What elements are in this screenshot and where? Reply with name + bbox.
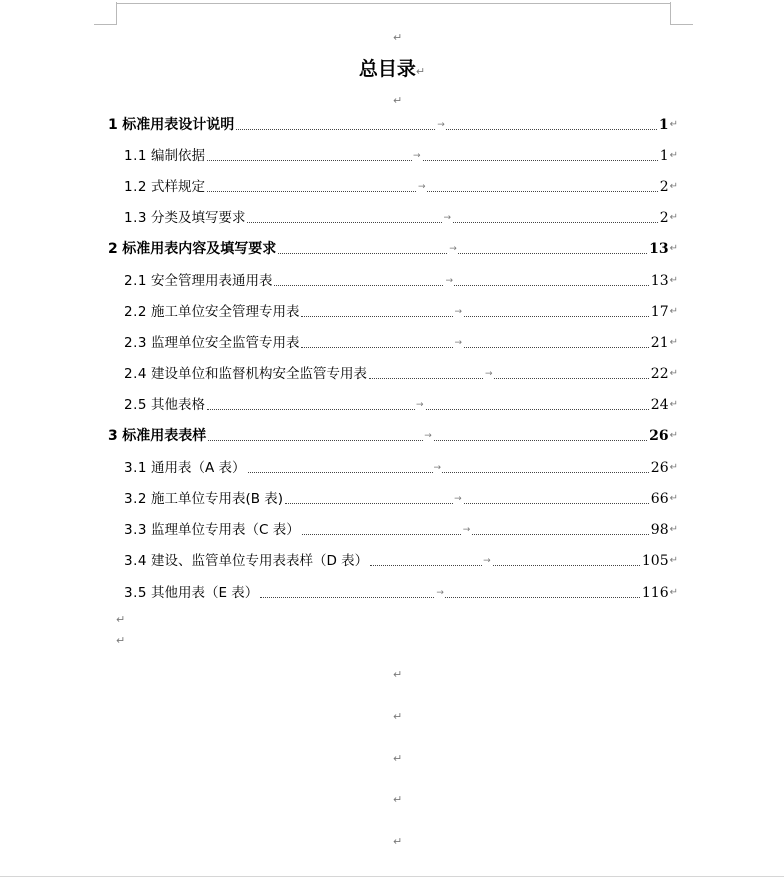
toc-number: 1.3 xyxy=(124,210,147,226)
paragraph-mark-icon: ↵ xyxy=(393,94,403,107)
page-bottom-edge xyxy=(0,876,784,877)
tab-mark-icon: → xyxy=(453,334,463,352)
tab-mark-icon: → xyxy=(482,552,492,570)
toc-entry[interactable] xyxy=(124,270,678,290)
paragraph-mark-icon: ↵ xyxy=(669,181,678,192)
toc-page-number: 21 xyxy=(650,335,669,351)
tab-mark-icon: → xyxy=(433,459,443,477)
toc-page-number: 24 xyxy=(650,397,669,413)
toc-entry[interactable] xyxy=(124,301,678,321)
paragraph-mark-icon: ↵ xyxy=(415,65,426,78)
paragraph-mark-icon: ↵ xyxy=(669,212,678,223)
toc-page-number: 22 xyxy=(650,366,669,382)
toc-entry[interactable] xyxy=(108,238,678,258)
tab-mark-icon: → xyxy=(453,303,463,321)
toc-title: 分类及填写要求 xyxy=(150,210,246,226)
toc-number: 3.5 xyxy=(124,585,147,601)
toc-title: 标准用表内容及填写要求 xyxy=(122,241,277,257)
paragraph-mark-icon: ↵ xyxy=(669,119,678,130)
toc-title: 施工单位专用表(B 表) xyxy=(150,491,284,507)
paragraph-mark-icon: ↵ xyxy=(669,337,678,348)
paragraph-mark-icon: ↵ xyxy=(669,462,678,473)
paragraph-mark-icon: ↵ xyxy=(669,524,678,535)
tab-mark-icon: → xyxy=(444,272,454,290)
toc-entry[interactable] xyxy=(124,519,678,539)
toc-page-number: 66 xyxy=(650,491,669,507)
page-corner-mark-right xyxy=(670,2,693,25)
toc-title: 监理单位专用表（C 表） xyxy=(150,522,300,538)
toc-leader-dots xyxy=(301,298,648,317)
toc-leader-dots xyxy=(274,267,648,286)
paragraph-mark-icon: ↵ xyxy=(669,587,678,598)
tab-mark-icon: → xyxy=(462,521,472,539)
toc-entry[interactable] xyxy=(124,550,678,570)
toc-page-number: 98 xyxy=(650,522,669,538)
paragraph-mark-icon: ↵ xyxy=(669,430,678,441)
toc-number: 3 xyxy=(108,428,119,444)
toc-title: 建设单位和监督机构安全监管专用表 xyxy=(150,366,367,382)
toc-title: 式样规定 xyxy=(150,179,205,195)
toc-title: 编制依据 xyxy=(150,148,205,164)
paragraph-mark-icon: ↵ xyxy=(669,493,678,504)
toc-number: 3.2 xyxy=(124,491,147,507)
toc-number: 3.3 xyxy=(124,522,147,538)
toc-leader-dots xyxy=(301,329,648,348)
toc-number: 2.5 xyxy=(124,397,147,413)
toc-number: 2.3 xyxy=(124,335,147,351)
toc-number: 1.2 xyxy=(124,179,147,195)
toc-leader-dots xyxy=(236,111,657,130)
toc-page-number: 26 xyxy=(650,460,669,476)
tab-mark-icon: → xyxy=(423,427,433,445)
toc-entry[interactable] xyxy=(124,332,678,352)
toc-page-number: 2 xyxy=(659,210,669,226)
toc-title: 标准用表表样 xyxy=(122,428,207,444)
tab-mark-icon: → xyxy=(453,490,463,508)
page-title xyxy=(0,54,784,81)
toc-title: 安全管理用表通用表 xyxy=(150,273,273,289)
toc-entry[interactable] xyxy=(124,582,678,602)
tab-mark-icon: → xyxy=(436,116,446,134)
tab-mark-icon: → xyxy=(417,178,427,196)
toc-leader-dots xyxy=(260,579,640,598)
paragraph-mark-icon: ↵ xyxy=(116,613,126,626)
toc-leader-dots xyxy=(302,516,649,535)
paragraph-mark-icon: ↵ xyxy=(669,150,678,161)
toc-page-number: 105 xyxy=(641,553,669,569)
toc-page-number: 1 xyxy=(658,117,669,133)
paragraph-mark-icon: ↵ xyxy=(669,555,678,566)
toc-entry[interactable] xyxy=(124,457,678,477)
paragraph-mark-icon: ↵ xyxy=(393,835,403,848)
toc-leader-dots xyxy=(278,235,647,254)
toc-leader-dots xyxy=(207,142,658,161)
toc-entry[interactable] xyxy=(108,114,678,134)
toc-number: 3.4 xyxy=(124,553,147,569)
toc-entry[interactable] xyxy=(124,488,678,508)
toc-entry[interactable] xyxy=(124,176,678,196)
toc-number: 1.1 xyxy=(124,148,147,164)
toc-leader-dots xyxy=(207,391,649,410)
paragraph-mark-icon: ↵ xyxy=(669,243,678,254)
toc-number: 3.1 xyxy=(124,460,147,476)
paragraph-mark-icon: ↵ xyxy=(669,399,678,410)
toc-title: 其他用表（E 表） xyxy=(150,585,259,601)
toc-title: 其他表格 xyxy=(150,397,205,413)
toc-leader-dots xyxy=(285,485,649,504)
page-top-edge xyxy=(116,3,670,4)
toc-entry[interactable] xyxy=(124,363,678,383)
paragraph-mark-icon: ↵ xyxy=(393,793,403,806)
paragraph-mark-icon: ↵ xyxy=(393,752,403,765)
toc-page-number: 17 xyxy=(650,304,669,320)
toc-page-number: 26 xyxy=(649,428,669,444)
toc-title: 监理单位安全监管专用表 xyxy=(150,335,300,351)
toc-entry[interactable] xyxy=(108,425,678,445)
toc-leader-dots xyxy=(247,204,657,223)
toc-title: 标准用表设计说明 xyxy=(122,117,235,133)
toc-leader-dots xyxy=(248,454,649,473)
toc-number: 2.2 xyxy=(124,304,147,320)
page-corner-mark-left xyxy=(94,2,117,25)
toc-entry[interactable] xyxy=(124,394,678,414)
tab-mark-icon: → xyxy=(484,365,494,383)
tab-mark-icon: → xyxy=(412,147,422,165)
toc-leader-dots xyxy=(369,360,649,379)
tab-mark-icon: → xyxy=(435,584,445,602)
toc-number: 2.4 xyxy=(124,366,147,382)
paragraph-mark-icon: ↵ xyxy=(393,31,403,44)
paragraph-mark-icon: ↵ xyxy=(116,634,126,647)
toc-entry[interactable] xyxy=(124,207,678,227)
paragraph-mark-icon: ↵ xyxy=(669,275,678,286)
toc-leader-dots xyxy=(208,422,647,441)
toc-page-number: 13 xyxy=(650,273,669,289)
paragraph-mark-icon: ↵ xyxy=(669,306,678,317)
toc-number: 1 xyxy=(108,117,119,133)
toc-leader-dots xyxy=(207,173,658,192)
paragraph-mark-icon: ↵ xyxy=(393,668,403,681)
paragraph-mark-icon: ↵ xyxy=(393,710,403,723)
toc-title: 建设、监管单位专用表表样（D 表） xyxy=(150,553,369,569)
tab-mark-icon: → xyxy=(448,240,458,258)
toc-page-number: 13 xyxy=(649,241,669,257)
toc-page-number: 116 xyxy=(641,585,669,601)
tab-mark-icon: → xyxy=(442,209,452,227)
tab-mark-icon: → xyxy=(415,396,425,414)
toc-title: 施工单位安全管理专用表 xyxy=(150,304,300,320)
toc-leader-dots xyxy=(370,547,640,566)
toc-number: 2 xyxy=(108,241,119,257)
toc-title: 通用表（A 表） xyxy=(150,460,246,476)
toc-page-number: 2 xyxy=(659,179,669,195)
title-text: 总目录 xyxy=(358,58,416,80)
paragraph-mark-icon: ↵ xyxy=(669,368,678,379)
toc-page-number: 1 xyxy=(659,148,669,164)
toc-number: 2.1 xyxy=(124,273,147,289)
toc-entry[interactable] xyxy=(124,145,678,165)
